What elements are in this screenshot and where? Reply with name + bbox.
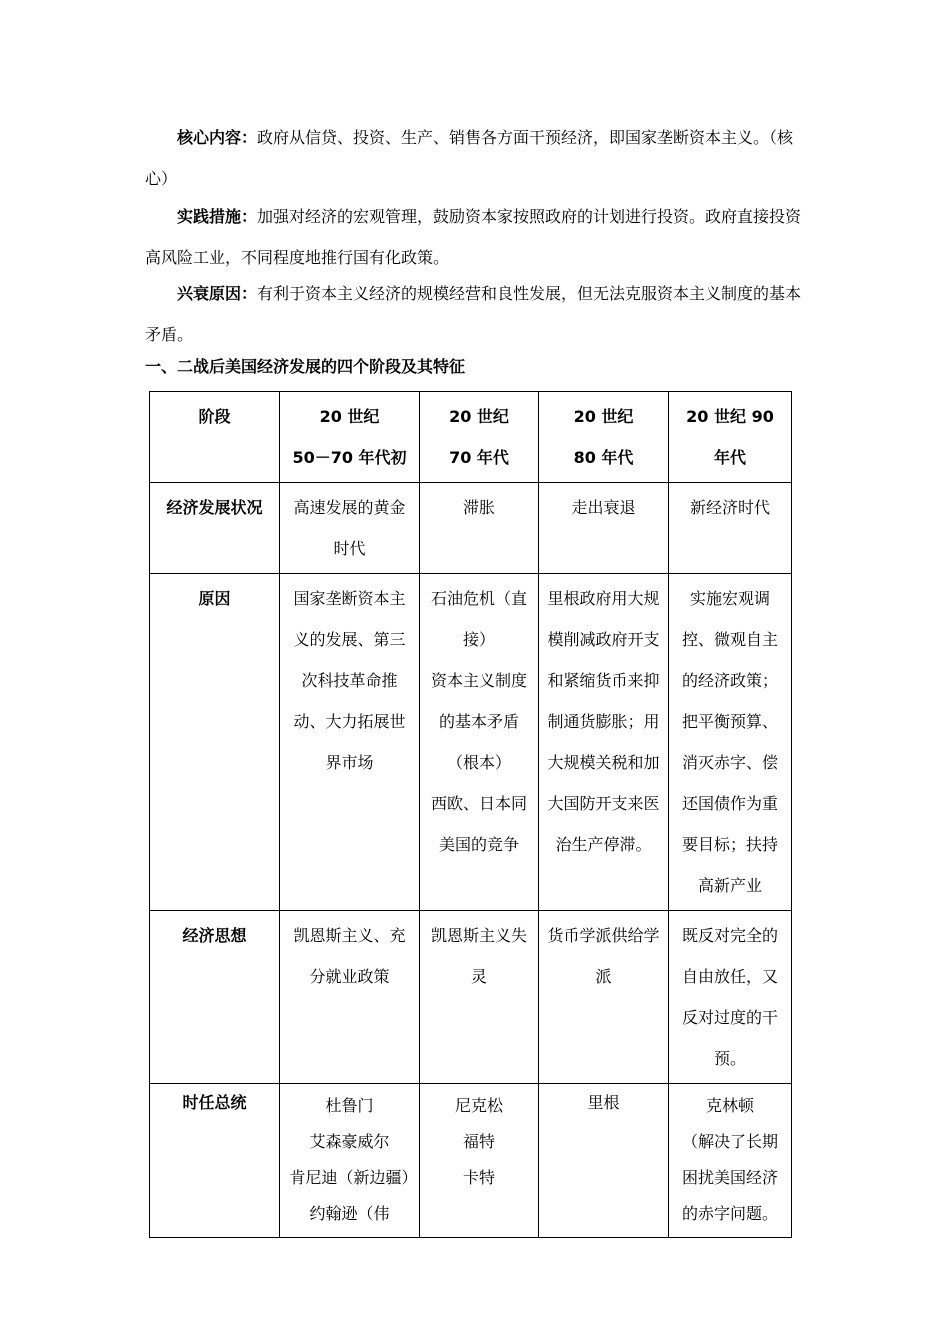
table-row	[150, 574, 792, 911]
cell: 货币学派供给学派	[539, 911, 669, 1084]
paragraph-lead: 兴衰原因：	[177, 284, 258, 303]
cell: 实施宏观调控、微观自主的经济政策；把平衡预算、消灭赤字、偿还国债作为重要目标；扶持高新产业	[669, 574, 792, 911]
cell: 里根	[539, 1084, 669, 1238]
cell: 滞胀	[420, 483, 539, 574]
table-row	[150, 1084, 792, 1238]
cell: 高速发展的黄金时代	[280, 483, 420, 574]
paragraph-core-content	[145, 117, 810, 199]
paragraph-lead: 实践措施：	[177, 207, 258, 226]
paragraph-text: 有利于资本主义经济的规模经营和良性发展，但无法克服资本主义制度的基本矛盾。	[145, 284, 802, 344]
row-label-reason: 原因	[150, 574, 280, 911]
header-90s: 20 世纪 90 年代	[669, 392, 792, 483]
paragraph-lead: 核心内容：	[177, 128, 258, 147]
cell: 走出衰退	[539, 483, 669, 574]
section-heading: 一、二战后美国经济发展的四个阶段及其特征	[145, 357, 466, 376]
paragraph-text: 政府从信贷、投资、生产、销售各方面干预经济，即国家垄断资本主义。（核心）	[145, 128, 794, 188]
economy-stages-table	[149, 391, 792, 1238]
cell: 国家垄断资本主义的发展、第三次科技革命推动、大力拓展世界市场	[280, 574, 420, 911]
paragraph-rise-fall	[145, 273, 810, 355]
cell: 尼克松 福特 卡特	[420, 1084, 539, 1238]
cell: 里根政府用大规模削减政府开支和紧缩货币来抑制通货膨胀；用大规模关税和加大国防开支来医治生产停滞。	[539, 574, 669, 911]
table-header-row	[150, 392, 792, 483]
paragraph-text: 加强对经济的宏观管理，鼓励资本家按照政府的计划进行投资。政府直接投资高风险工业，不同程度地推行国有化政策。	[145, 207, 802, 267]
cell: 新经济时代	[669, 483, 792, 574]
row-label-president: 时任总统	[150, 1084, 280, 1238]
row-label-status: 经济发展状况	[150, 483, 280, 574]
header-70s: 20 世纪 70 年代	[420, 392, 539, 483]
header-80s: 20 世纪 80 年代	[539, 392, 669, 483]
cell: 凯恩斯主义失灵	[420, 911, 539, 1084]
table-row	[150, 911, 792, 1084]
row-label-thought: 经济思想	[150, 911, 280, 1084]
cell: 杜鲁门 艾森豪威尔 肯尼迪（新边疆）约翰逊（伟	[280, 1084, 420, 1238]
paragraph-practice	[145, 196, 810, 278]
header-stage: 阶段	[150, 392, 280, 483]
header-50s-70s: 20 世纪 50－70 年代初	[280, 392, 420, 483]
cell: 既反对完全的自由放任，又反对过度的干预。	[669, 911, 792, 1084]
cell: 克林顿 （解决了长期困扰美国经济的赤字问题。	[669, 1084, 792, 1238]
cell: 石油危机（直接） 资本主义制度的基本矛盾（根本） 西欧、日本同美国的竞争	[420, 574, 539, 911]
cell: 凯恩斯主义、充分就业政策	[280, 911, 420, 1084]
table-row	[150, 483, 792, 574]
